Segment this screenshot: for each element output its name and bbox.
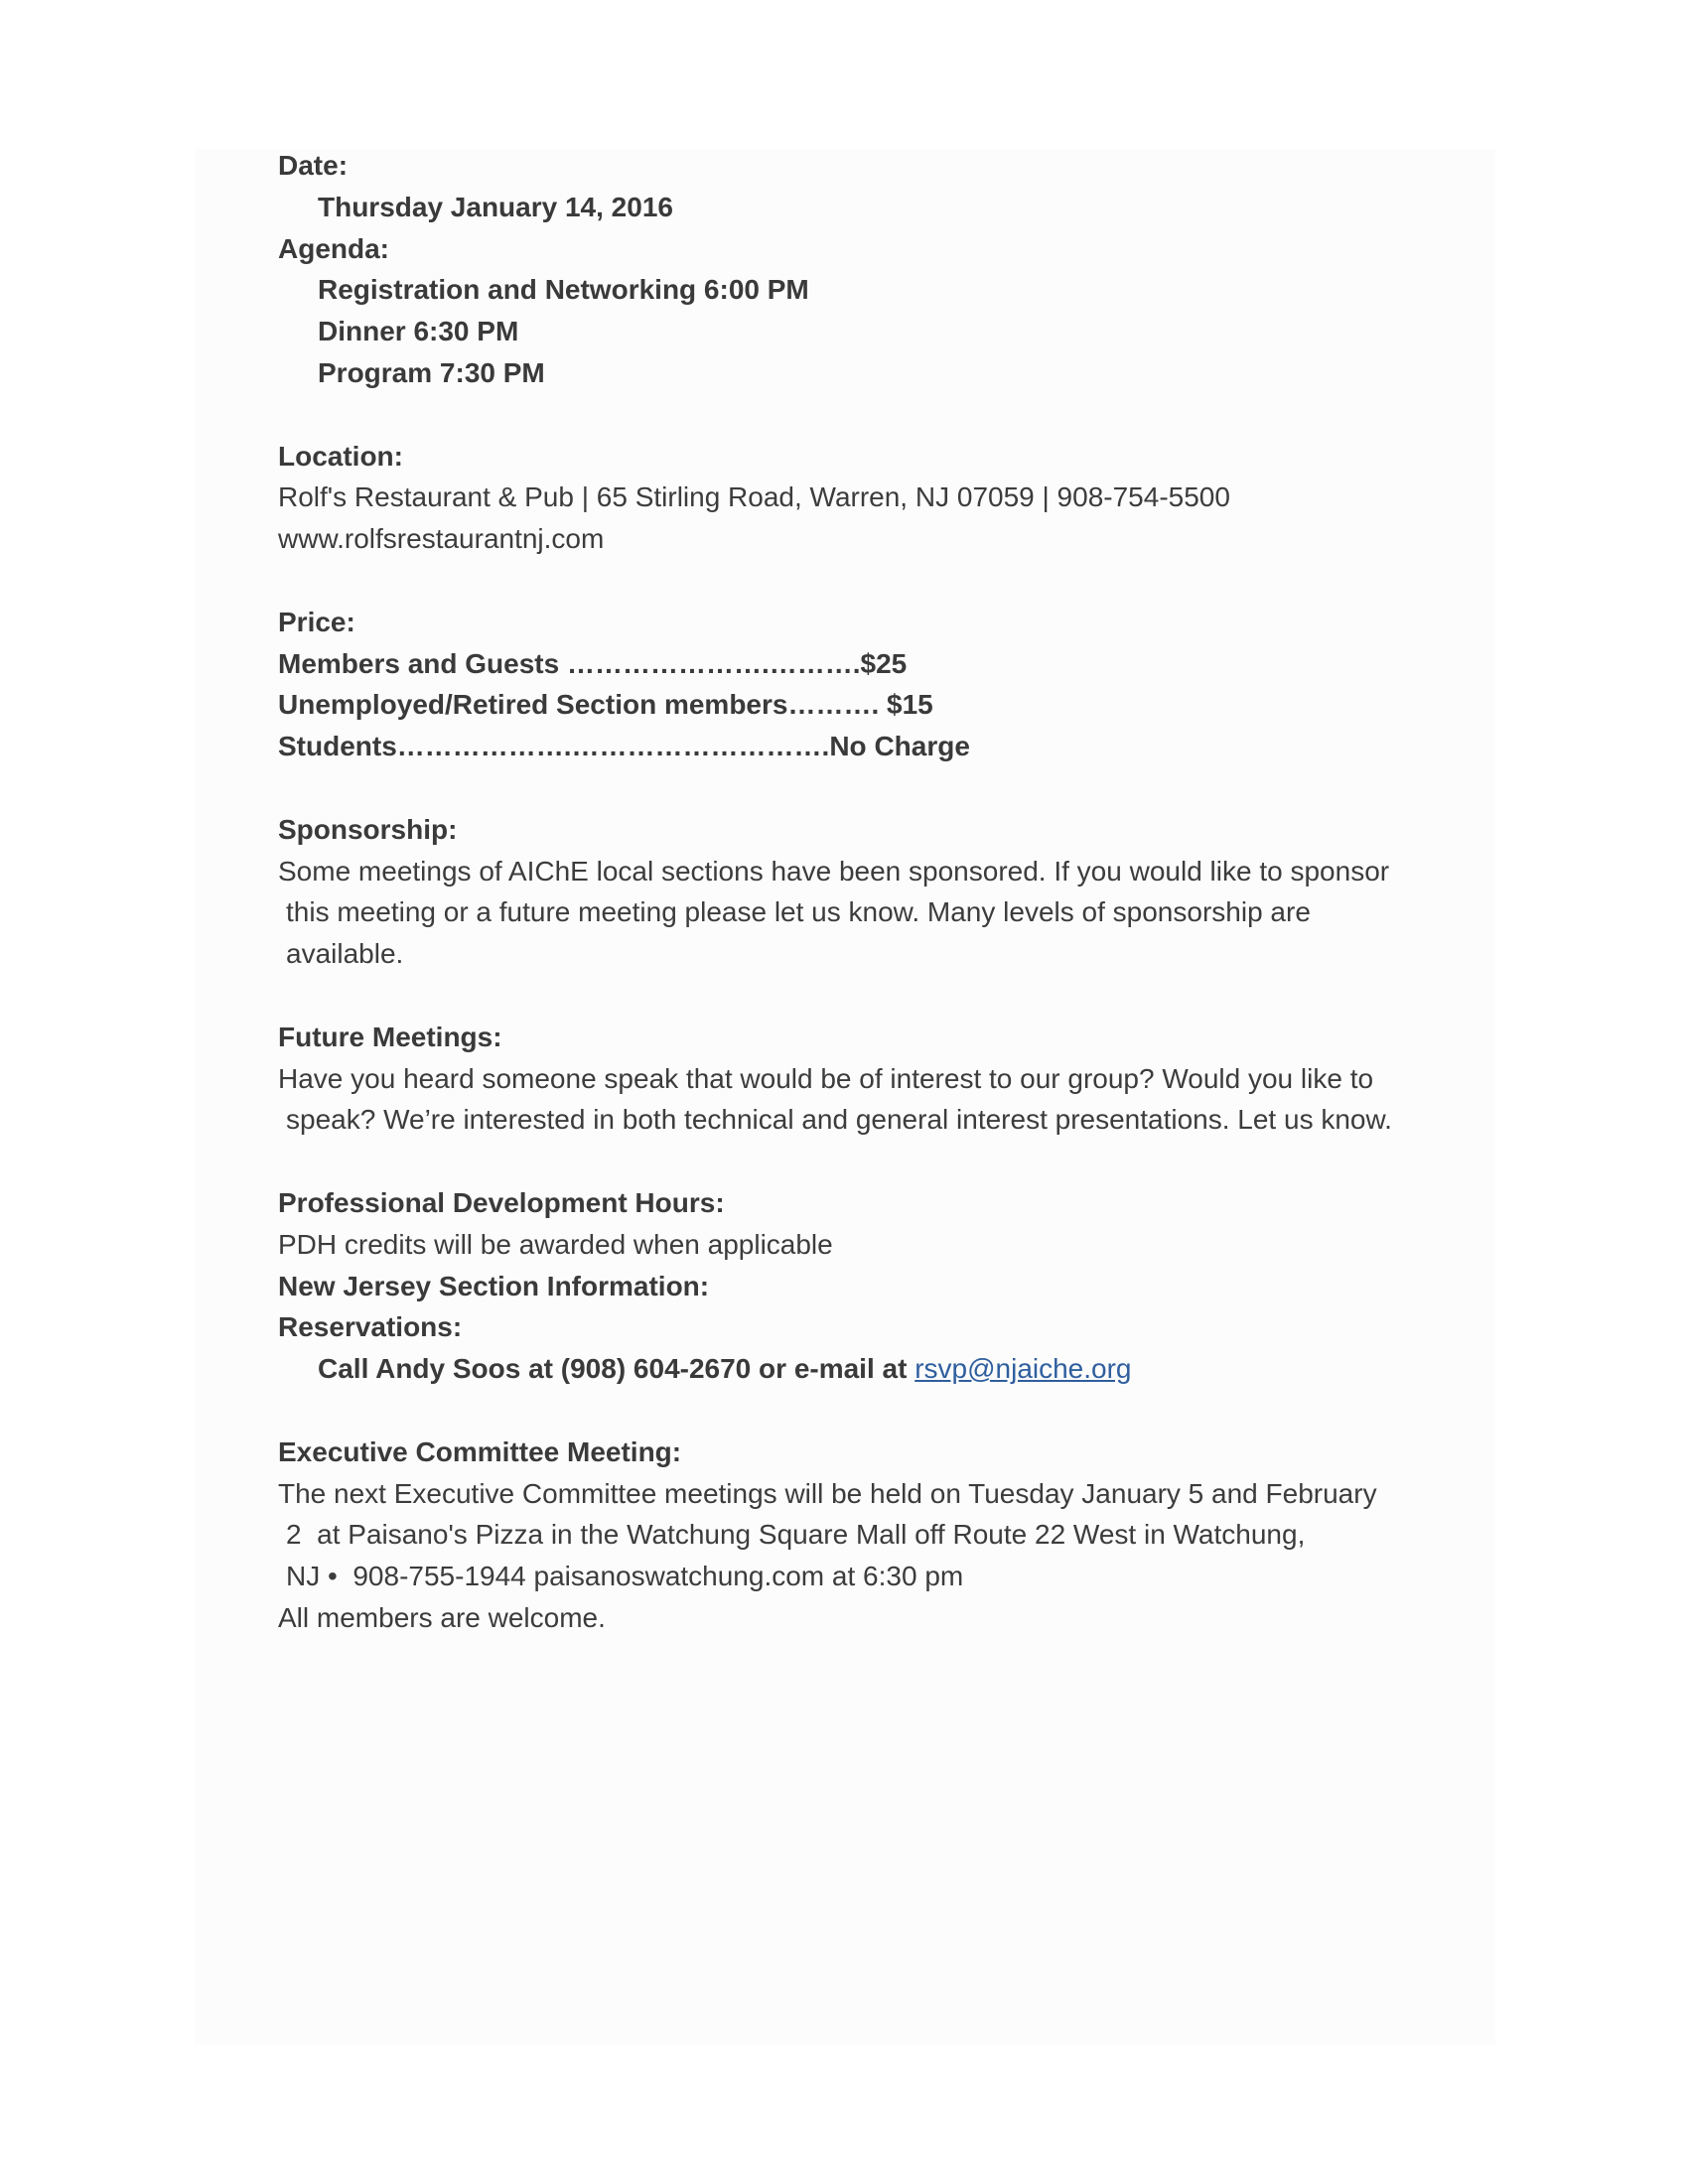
reservations-line: [278, 1348, 1470, 1390]
location-website: www.rolfsrestaurantnj.com: [278, 523, 605, 555]
price-line: Members and Guests ………………….……….$25: [278, 647, 908, 679]
nj-section-heading: New Jersey Section Information:: [278, 1270, 710, 1301]
executive-text: All members are welcome.: [278, 1601, 606, 1633]
agenda-item: Program 7:30 PM: [318, 356, 545, 388]
agenda-item: Dinner 6:30 PM: [318, 316, 519, 347]
sponsorship-text: available.: [286, 938, 404, 970]
executive-text: NJ • 908-755-1944 paisanoswatchung.com at 6:30 pm: [286, 1561, 964, 1592]
spacer: [278, 767, 1470, 809]
spacer: [278, 1141, 1470, 1182]
future-meetings-heading: Future Meetings:: [278, 1021, 502, 1052]
location-address: Rolf's Restaurant & Pub | 65 Stirling Road, Warren, NJ 07059 | 908-754-5500: [278, 481, 1230, 513]
agenda-heading: Agenda:: [278, 232, 389, 264]
executive-text: 2 at Paisano's Pizza in the Watchung Square Mall off Route 22 West in Watchung,: [286, 1519, 1306, 1551]
price-heading: Price:: [278, 606, 355, 637]
rsvp-email-link[interactable]: rsvp@njaiche.org: [914, 1353, 1132, 1385]
sponsorship-text: this meeting or a future meeting please let us know. Many levels of sponsorship are: [286, 896, 1311, 928]
future-meetings-text: speak? We’re interested in both technical and general interest presentations. Let us know.: [286, 1104, 1392, 1136]
spacer: [278, 394, 1470, 436]
future-meetings-text: Have you heard someone speak that would be of interest to our group? Would you like to: [278, 1062, 1374, 1094]
spacer: [278, 975, 1470, 1017]
agenda-item: Registration and Networking 6:00 PM: [318, 274, 809, 306]
price-line: Students……………….……………………….No Charge: [278, 731, 970, 762]
reservations-text: Call Andy Soos at (908) 604-2670 or e-mail at: [318, 1353, 915, 1385]
spacer: [278, 560, 1470, 602]
location-heading: Location:: [278, 440, 403, 472]
date-heading: Date:: [278, 150, 349, 181]
price-line: Unemployed/Retired Section members………. $15: [278, 689, 933, 721]
document-body: [278, 145, 1470, 1639]
pdh-heading: Professional Development Hours:: [278, 1186, 725, 1218]
sponsorship-text: Some meetings of AIChE local sections have been sponsored. If you would like to sponsor: [278, 855, 1390, 887]
sponsorship-heading: Sponsorship:: [278, 813, 458, 845]
executive-text: The next Executive Committee meetings will be held on Tuesday January 5 and February: [278, 1477, 1377, 1509]
executive-heading: Executive Committee Meeting:: [278, 1435, 682, 1467]
pdh-text: PDH credits will be awarded when applicable: [278, 1228, 833, 1260]
spacer: [278, 1390, 1470, 1432]
reservations-heading: Reservations:: [278, 1311, 463, 1343]
date-value: Thursday January 14, 2016: [318, 191, 673, 222]
